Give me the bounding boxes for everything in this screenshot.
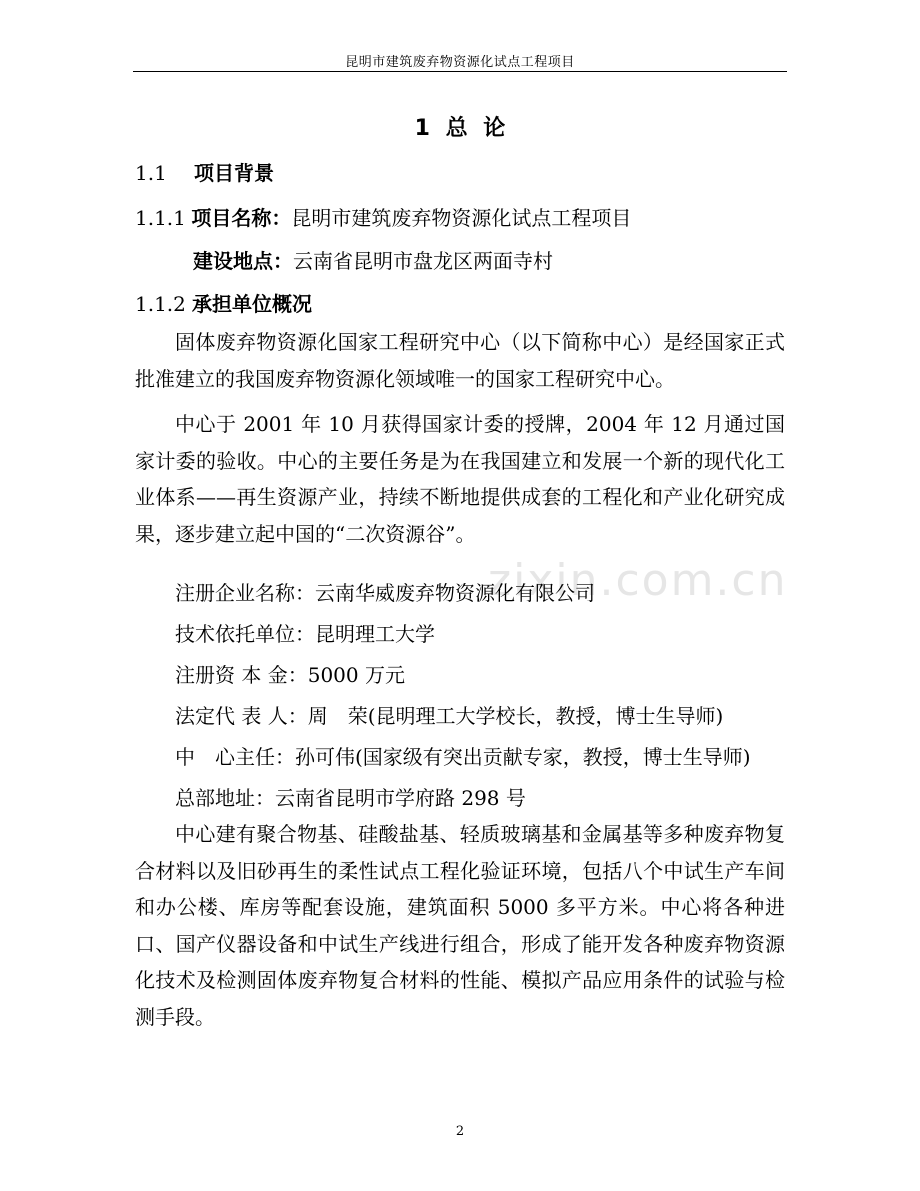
info-company: 注册企业名称：云南华威废弃物资源化有限公司 — [175, 581, 595, 605]
project-location-value: 云南省昆明市盘龙区两面寺村 — [293, 249, 553, 273]
header-divider — [133, 71, 787, 72]
section-number: 1.1.2 — [135, 292, 186, 316]
paragraph-history: 中心于 2001 年 10 月获得国家计委的授牌，2004 年 12 月通过国家计委的验收。中心的主要任务是为在我国建立和发展一个新的现代化工业体系——再生资源产业，持续不断地提供成套的工程化和产业化研究成果，逐步建立起中国的“二次资源谷”。 — [135, 412, 785, 546]
project-name-label: 项目名称： — [191, 206, 292, 230]
watermark: zixin.com.cn — [488, 555, 788, 606]
section-heading-1-1-2 — [135, 288, 312, 317]
page-number: 2 — [455, 1124, 465, 1139]
section-title: 承担单位概况 — [191, 292, 312, 316]
project-name-line — [135, 202, 631, 231]
info-support: 技术依托单位：昆明理工大学 — [175, 622, 435, 646]
project-location-line — [193, 245, 553, 274]
info-legal-rep: 法定代 表 人：周 荣(昆明理工大学校长，教授，博士生导师) — [175, 704, 724, 728]
info-capital: 注册资 本 金：5000 万元 — [175, 663, 405, 687]
section-title: 项目背景 — [193, 161, 274, 185]
info-address: 总部地址：云南省昆明市学府路 298 号 — [175, 786, 526, 810]
paragraph-intro: 固体废弃物资源化国家工程研究中心（以下简称中心）是经国家正式批准建立的我国废弃物资源化领域唯一的国家工程研究中心。 — [135, 330, 785, 391]
running-header: 昆明市建筑废弃物资源化试点工程项目 — [345, 55, 575, 70]
project-name-value: 昆明市建筑废弃物资源化试点工程项目 — [291, 206, 632, 230]
paragraph-facilities: 中心建有聚合物基、硅酸盐基、轻质玻璃基和金属基等多种废弃物复合材料以及旧砂再生的柔性试点工程化验证环境，包括八个中试生产车间和办公楼、库房等配套设施，建筑面积 5000 多平方米。中心将各种进口、国产仪器设备和中试生产线进行组合，形成了能开发各种废弃物资源化技术及检测固体废弃物复合材料的性能、模拟产品应用条件的试验与检测手段。 — [135, 822, 785, 1029]
section-number: 1.1.1 — [135, 206, 186, 230]
project-location-label: 建设地点： — [193, 249, 293, 273]
info-director: 中 心主任：孙可伟(国家级有突出贡献专家，教授，博士生导师) — [175, 745, 751, 769]
chapter-title: 1 总 论 — [414, 116, 506, 141]
section-number: 1.1 — [135, 161, 167, 185]
section-heading-1-1 — [135, 157, 274, 186]
